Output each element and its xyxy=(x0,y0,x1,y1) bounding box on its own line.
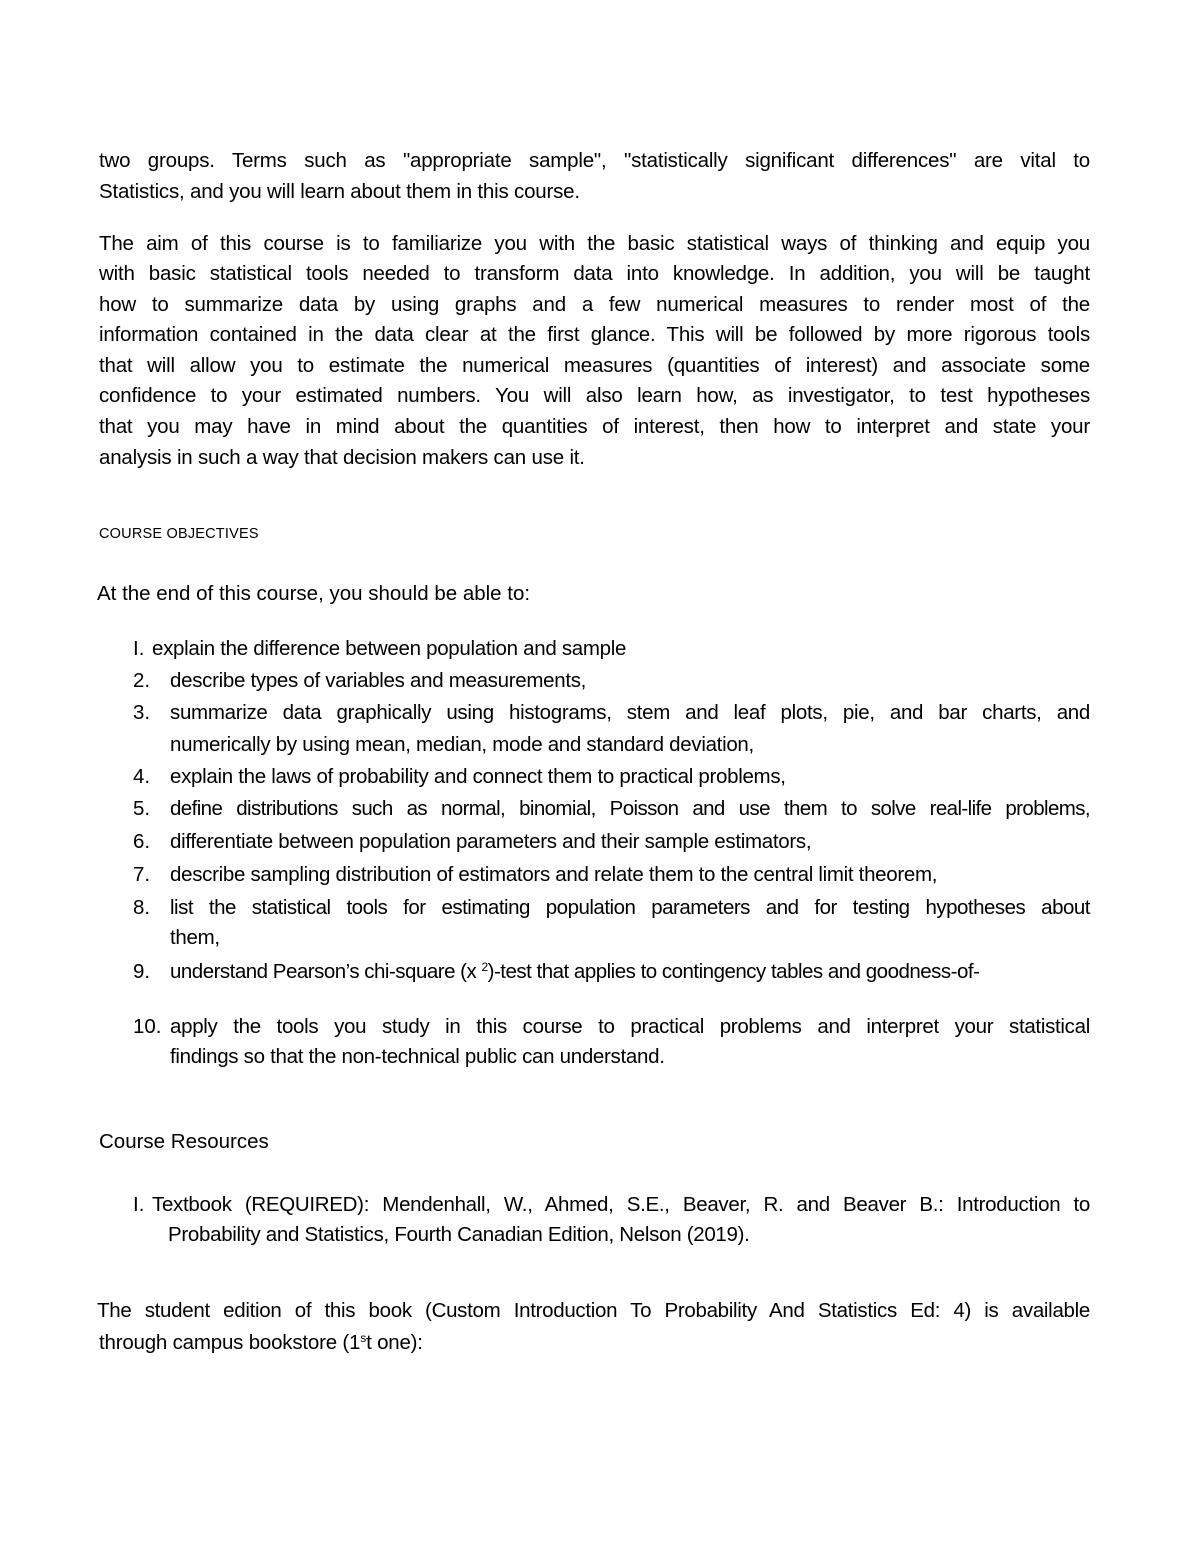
superscript-two: 2 xyxy=(481,960,488,974)
list-item-text-before: understand Pearson’s chi-square (x xyxy=(170,960,482,983)
student-edition-line-2 xyxy=(99,1328,423,1358)
aim-line-2: with basic statistical tools needed to transform data into knowledge. In addition, you will be taught xyxy=(99,262,1090,285)
list-item-continuation: them, xyxy=(170,926,220,949)
student-edition-text-after: t one): xyxy=(366,1331,423,1354)
list-item-number: 2. xyxy=(133,669,151,692)
list-item: explain the laws of probability and connect them to practical problems, xyxy=(170,765,786,788)
list-item-number: I. xyxy=(133,637,145,660)
list-item-number: 6. xyxy=(133,830,151,853)
objectives-lead: At the end of this course, you should be able to: xyxy=(97,582,531,605)
list-item: differentiate between population parameters and their sample estimators, xyxy=(170,830,812,853)
student-edition-text-before: through campus bookstore (1 xyxy=(99,1331,361,1354)
list-item-number: 4. xyxy=(133,765,151,788)
list-item: describe sampling distribution of estimators and relate them to the central limit theorem, xyxy=(170,863,938,886)
list-item: list the statistical tools for estimating population parameters and for testing hypotheses about xyxy=(170,896,1090,919)
list-item: apply the tools you study in this course to practical problems and interpret your statistical xyxy=(170,1015,1090,1038)
resource-item-number: I. xyxy=(133,1193,145,1216)
student-edition-line-1: The student edition of this book (Custom Introduction To Probability And Statistics Ed: 4) is available xyxy=(97,1299,1090,1322)
resource-item-line-2: Probability and Statistics, Fourth Canadian Edition, Nelson (2019). xyxy=(168,1223,750,1246)
list-item-number: 8. xyxy=(133,896,151,919)
list-item: explain the difference between population and sample xyxy=(152,637,627,660)
list-item-continuation: numerically by using mean, median, mode and standard deviation, xyxy=(170,733,754,756)
list-item: describe types of variables and measurements, xyxy=(170,669,587,692)
objectives-heading: COURSE OBJECTIVES xyxy=(99,526,259,542)
list-item xyxy=(170,957,979,987)
superscript-s: s xyxy=(360,1331,367,1345)
aim-line-1: The aim of this course is to familiarize you with the basic statistical ways of thinking and equip you xyxy=(99,232,1090,255)
list-item: summarize data graphically using histograms, stem and leaf plots, pie, and bar charts, and xyxy=(170,701,1090,724)
intro-line-2: Statistics, and you will learn about them in this course. xyxy=(99,180,580,203)
aim-line-7: that you may have in mind about the quantities of interest, then how to interpret and state your xyxy=(99,415,1090,438)
resource-item-line-1: Textbook (REQUIRED): Mendenhall, W., Ahmed, S.E., Beaver, R. and Beaver B.: Introduction to xyxy=(152,1193,1090,1216)
list-item-number: 3. xyxy=(133,701,151,724)
aim-line-5: that will allow you to estimate the numerical measures (quantities of interest) and associate some xyxy=(99,354,1090,377)
aim-line-6: confidence to your estimated numbers. You will also learn how, as investigator, to test hypotheses xyxy=(99,384,1090,407)
list-item: define distributions such as normal, binomial, Poisson and use them to solve real-life problems, xyxy=(170,797,1090,820)
intro-line-1: two groups. Terms such as "appropriate sample", "statistically significant differences" are vital to xyxy=(99,149,1090,172)
list-item-number: 10. xyxy=(133,1015,162,1038)
list-item-number: 5. xyxy=(133,797,151,820)
aim-line-3: how to summarize data by using graphs and a few numerical measures to render most of the xyxy=(99,293,1090,316)
aim-line-4: information contained in the data clear at the first glance. This will be followed by more rigorous tools xyxy=(99,323,1090,346)
resources-heading: Course Resources xyxy=(99,1130,269,1153)
list-item-text-after: )-test that applies to contingency tables and goodness-of- xyxy=(487,960,980,983)
aim-line-8: analysis in such a way that decision makers can use it. xyxy=(99,446,585,469)
list-item-number: 7. xyxy=(133,863,151,886)
list-item-continuation: findings so that the non-technical public can understand. xyxy=(170,1045,665,1068)
list-item-number: 9. xyxy=(133,960,151,983)
